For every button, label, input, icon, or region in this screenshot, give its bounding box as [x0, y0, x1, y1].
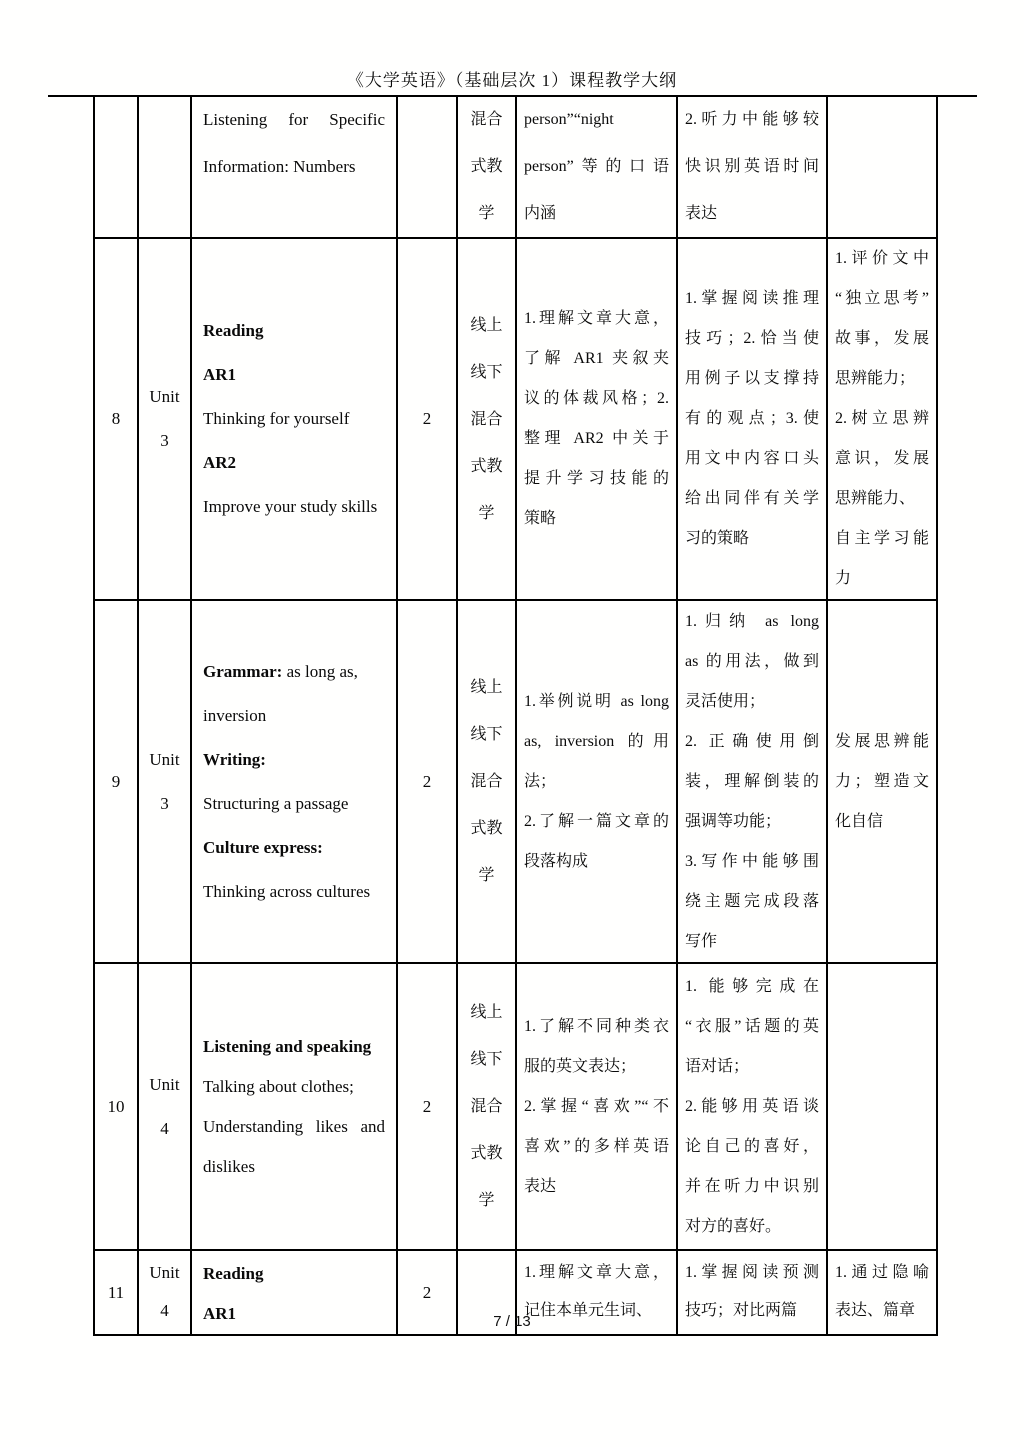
- cell-literacy: [827, 600, 937, 963]
- content-line: [203, 782, 385, 826]
- cell-text-line: 技巧；2.恰当使: [685, 330, 819, 347]
- method-text: 线上线下混合式教学: [470, 679, 503, 884]
- content-segment: as long as,: [282, 661, 358, 681]
- unit-line: Unit: [149, 387, 180, 406]
- cell-text-line: 强调等功能；: [685, 812, 782, 830]
- cell-week: [94, 600, 138, 963]
- content-line: [203, 1147, 385, 1187]
- unit-line: 4: [160, 1301, 169, 1320]
- content-line: [203, 1254, 385, 1294]
- cell-text-line: 议的体裁风格；2.: [524, 390, 669, 407]
- content-line: [203, 826, 385, 870]
- week-number: 9: [111, 771, 121, 791]
- cell-text-line: 表达: [524, 1177, 557, 1195]
- cell-text-line: 1. 能够完成在: [685, 977, 819, 995]
- cell-literacy: [827, 963, 937, 1250]
- cell-unit: [138, 96, 191, 238]
- week-number: 10: [107, 1096, 125, 1116]
- cell-text-line: 了解 AR1 夹叙夹: [524, 350, 669, 367]
- table-row: [94, 238, 937, 600]
- cell-unit: [138, 963, 191, 1250]
- cell-text-line: 故事，发展: [835, 330, 929, 347]
- content-line: [203, 397, 385, 441]
- content-segment: Improve your study skills: [203, 497, 378, 516]
- syllabus-table: [93, 96, 938, 1336]
- content-segment: Thinking across cultures: [203, 881, 371, 901]
- unit-line: 3: [160, 793, 169, 813]
- content-segment: Reading: [203, 321, 264, 340]
- content-segment: Listening for Specific: [203, 110, 385, 129]
- cell-text-line: 表达、篇章: [835, 1302, 916, 1319]
- cell-text-line: person”“night: [524, 111, 614, 128]
- table-row: [94, 96, 937, 238]
- content-segment: AR1: [203, 1304, 237, 1323]
- cell-text-line: person”等的口语: [524, 158, 669, 175]
- cell-text-line: 2.树立思辨: [835, 410, 929, 427]
- cell-method: [457, 96, 516, 238]
- week-number: 8: [111, 409, 121, 428]
- cell-text-line: 绕主题完成段落: [685, 892, 819, 910]
- cell-text-line: 1.评价文中: [835, 250, 929, 267]
- cell-text-line: 灵活使用；: [685, 692, 766, 710]
- cell-text-line: 策略: [524, 510, 557, 527]
- cell-text-line: 语对话；: [685, 1057, 750, 1075]
- cell-hours: [397, 963, 457, 1250]
- unit-line: 3: [160, 431, 169, 450]
- cell-content: [191, 238, 397, 600]
- content-segment: Structuring a passage: [203, 793, 349, 813]
- cell-requirements: [677, 96, 827, 238]
- cell-text-line: 法；: [524, 772, 557, 790]
- content-segment: AR2: [203, 453, 237, 472]
- cell-text-line: 并在听力中识别: [685, 1177, 819, 1195]
- cell-unit: [138, 238, 191, 600]
- content-line: [203, 441, 385, 485]
- content-segment: Thinking for yourself: [203, 409, 350, 428]
- cell-method: [457, 963, 516, 1250]
- cell-text-line: 提升学习技能的: [524, 470, 669, 487]
- hours-number: 2: [422, 409, 432, 428]
- table-row: [94, 600, 937, 963]
- cell-text-line: “独立思考”: [835, 290, 929, 307]
- method-text: 线上线下混合式教学: [470, 316, 503, 522]
- unit-line: Unit: [149, 1074, 180, 1094]
- cell-text-line: 1.了解不同种类衣: [524, 1017, 669, 1035]
- cell-text-line: 论自己的喜好，: [685, 1137, 819, 1155]
- content-segment: inversion: [203, 705, 267, 725]
- cell-text-line: 用文中内容口头: [685, 450, 819, 467]
- content-line: [203, 738, 385, 782]
- cell-week: [94, 238, 138, 600]
- content-line: [203, 1027, 385, 1067]
- cell-text-line: 用例子以支撑持: [685, 370, 819, 387]
- content-segment: Understanding likes and: [203, 1116, 385, 1136]
- content-line: [203, 309, 385, 353]
- content-segment: Grammar:: [203, 661, 283, 681]
- cell-week: [94, 963, 138, 1250]
- content-segment: Talking about clothes;: [203, 1076, 354, 1096]
- cell-text-line: 1.归纳 as long: [685, 612, 819, 630]
- page-title: 《大学英语》（基础层次 1）课程教学大纲: [346, 71, 678, 90]
- cell-week: [94, 96, 138, 238]
- content-segment: Listening and speaking: [203, 1036, 372, 1056]
- cell-text-line: 1.理解文章大意，: [524, 310, 669, 327]
- cell-content: [191, 963, 397, 1250]
- cell-requirements: [677, 963, 827, 1250]
- cell-literacy: [827, 96, 937, 238]
- cell-text-line: 发展思辨能: [835, 732, 929, 750]
- cell-text-line: 喜欢”的多样英语: [524, 1137, 669, 1155]
- cell-text-line: 记住本单元生词、: [524, 1302, 653, 1319]
- hours-number: 2: [422, 771, 432, 791]
- cell-text-line: 表达: [685, 205, 718, 222]
- cell-text-line: 2.了解一篇文章的: [524, 812, 669, 830]
- content-line: [203, 1067, 385, 1107]
- cell-text-line: 对方的喜好。: [685, 1217, 782, 1235]
- cell-text-line: 装，理解倒装的: [685, 772, 819, 790]
- page-number: 7 / 13: [493, 1313, 531, 1330]
- cell-text-line: 段落构成: [524, 852, 589, 870]
- content-line: [203, 694, 385, 738]
- cell-text-line: 快识别英语时间: [685, 158, 819, 175]
- cell-text-line: 1.举例说明 as long: [524, 692, 669, 710]
- cell-text-line: as 的用法，做到: [685, 652, 819, 670]
- cell-hours: [397, 238, 457, 600]
- cell-text-line: 3.写作中能够围: [685, 852, 819, 870]
- cell-text-line: “衣服”话题的英: [685, 1017, 819, 1035]
- cell-text-line: 力: [835, 570, 852, 587]
- unit-line: Unit: [149, 1263, 180, 1282]
- cell-hours: [397, 96, 457, 238]
- cell-text-line: 1.掌握阅读推理: [685, 290, 819, 307]
- cell-text-line: 有的观点；3.使: [685, 410, 819, 427]
- content-segment: AR1: [203, 365, 237, 384]
- cell-text-line: 思辨能力；: [835, 370, 916, 387]
- content-line: [203, 1107, 385, 1147]
- syllabus-table-body: [94, 96, 937, 1335]
- cell-objectives: [516, 238, 677, 600]
- cell-requirements: [677, 600, 827, 963]
- cell-content: [191, 96, 397, 238]
- cell-unit: [138, 600, 191, 963]
- hours-number: 2: [422, 1282, 432, 1302]
- cell-method: [457, 238, 516, 600]
- content-line: [203, 485, 385, 529]
- content-line: [203, 143, 385, 190]
- method-text: 混合式教学: [470, 111, 503, 222]
- content-line: [203, 96, 385, 143]
- cell-text-line: 1.掌握阅读预测: [685, 1264, 819, 1281]
- cell-requirements: [677, 238, 827, 600]
- content-line: [203, 353, 385, 397]
- table-row: [94, 963, 937, 1250]
- cell-text-line: 写作: [685, 932, 718, 950]
- content-line: [203, 650, 385, 694]
- cell-text-line: as, inversion 的用: [524, 732, 669, 750]
- method-text: 线上线下混合式教学: [470, 1004, 503, 1209]
- hours-number: 2: [422, 1096, 432, 1116]
- unit-line: Unit: [149, 749, 180, 769]
- cell-text-line: 习的策略: [685, 530, 750, 547]
- cell-text-line: 服的英文表达；: [524, 1057, 637, 1075]
- cell-text-line: 意识，发展: [835, 450, 929, 467]
- cell-text-line: 1.理解文章大意，: [524, 1264, 669, 1281]
- cell-text-line: 给出同伴有关学: [685, 490, 819, 507]
- cell-hours: [397, 600, 457, 963]
- cell-content: [191, 600, 397, 963]
- cell-text-line: 2.掌握“喜欢”“不: [524, 1097, 669, 1115]
- cell-objectives: [516, 963, 677, 1250]
- week-number: 11: [107, 1282, 125, 1302]
- content-segment: dislikes: [203, 1156, 255, 1176]
- unit-line: 4: [160, 1118, 169, 1138]
- cell-text-line: 1.通过隐喻: [835, 1264, 929, 1281]
- cell-text-line: 自主学习能: [835, 530, 929, 547]
- content-segment: Information: Numbers: [203, 157, 356, 176]
- cell-text-line: 思辨能力、: [835, 490, 916, 507]
- cell-objectives: [516, 96, 677, 238]
- content-segment: Writing:: [203, 749, 266, 769]
- cell-text-line: 力；塑造文: [835, 772, 929, 790]
- cell-text-line: 整理 AR2 中关于: [524, 430, 669, 447]
- cell-text-line: 2.听力中能够较: [685, 111, 819, 128]
- cell-text-line: 2. 正确使用倒: [685, 732, 819, 750]
- cell-literacy: [827, 238, 937, 600]
- content-line: [203, 870, 385, 914]
- cell-text-line: 2.能够用英语谈: [685, 1097, 819, 1115]
- cell-objectives: [516, 600, 677, 963]
- content-segment: Reading: [203, 1264, 264, 1283]
- cell-method: [457, 600, 516, 963]
- content-segment: Culture express:: [203, 837, 323, 857]
- cell-text-line: 技巧；对比两篇: [685, 1302, 798, 1319]
- cell-text-line: 内涵: [524, 205, 557, 222]
- cell-text-line: 化自信: [835, 812, 884, 830]
